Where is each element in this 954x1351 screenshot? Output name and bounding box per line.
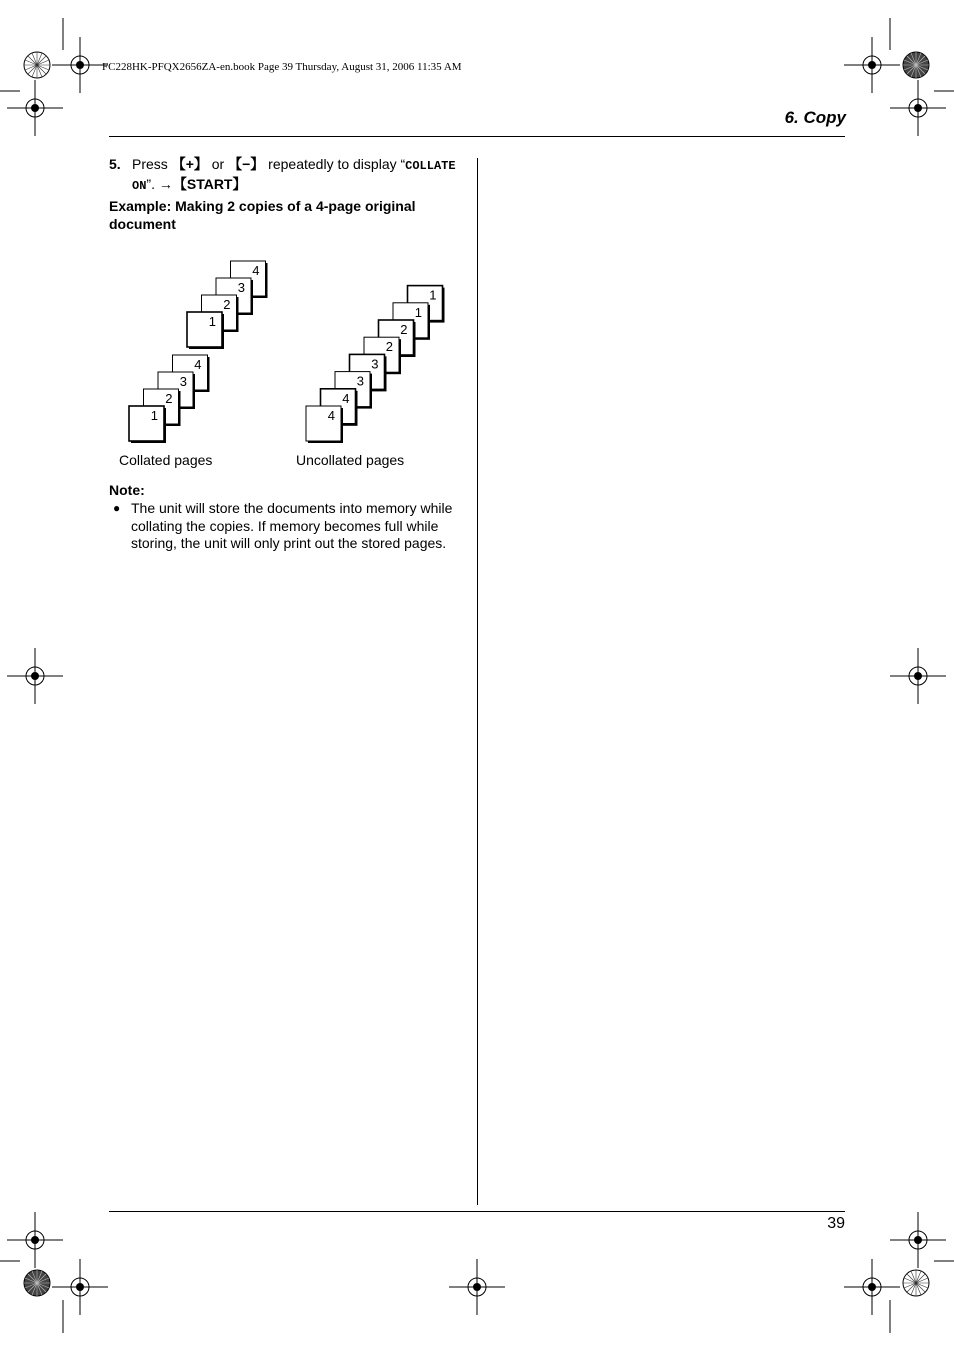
page-number: 39 bbox=[827, 1215, 845, 1232]
uncollated-sheet bbox=[306, 406, 343, 443]
collated-page-label: 4 bbox=[252, 263, 260, 278]
collated-page-label: 3 bbox=[237, 280, 245, 295]
step-number: 5. bbox=[109, 156, 121, 172]
example-heading: Example: Making 2 copies of a 4-page original document bbox=[109, 198, 416, 232]
collated-caption: Collated pages bbox=[119, 452, 213, 468]
collated-page-label: 1 bbox=[208, 314, 216, 329]
note-text: The unit will store the documents into memory while collating the copies. If memory becomes full while storing, the unit will only print out the stored pages. bbox=[131, 500, 453, 551]
collated-page-label: 4 bbox=[194, 357, 202, 372]
collated-page-label: 2 bbox=[223, 297, 231, 312]
uncollated-page-label: 2 bbox=[385, 339, 393, 355]
minus-key: 【−】 bbox=[228, 156, 265, 172]
collated-page-label: 1 bbox=[150, 408, 158, 423]
footer-rule bbox=[109, 1211, 845, 1212]
note-item bbox=[109, 500, 467, 553]
step-5 bbox=[109, 155, 464, 195]
start-key: 【START】 bbox=[172, 176, 247, 192]
header-rule bbox=[109, 136, 845, 137]
plus-key: 【+】 bbox=[171, 156, 208, 172]
collated-page-label: 3 bbox=[179, 374, 187, 389]
column-divider bbox=[477, 158, 478, 1205]
uncollated-page-label: 4 bbox=[327, 408, 335, 423]
collated-sheet bbox=[187, 312, 224, 349]
section-title: 6. Copy bbox=[784, 108, 846, 127]
arrow-icon: → bbox=[158, 176, 173, 192]
display-text: COLLATE ON bbox=[132, 159, 456, 193]
bullet-icon: ● bbox=[113, 501, 121, 515]
uncollated-page-label: 1 bbox=[429, 287, 437, 303]
uncollated-page-label: 4 bbox=[342, 390, 350, 406]
collated-page-label: 2 bbox=[165, 391, 173, 406]
step-instruction: Press 【+】 or 【−】 repeatedly to display “COLLATE ON”. →【START】 bbox=[132, 156, 456, 193]
uncollated-caption: Uncollated pages bbox=[296, 452, 405, 468]
print-slug: FC228HK-PFQX2656ZA-en.book Page 39 Thursday, August 31, 2006 11:35 AM bbox=[102, 61, 462, 73]
uncollated-page-label: 3 bbox=[371, 356, 379, 372]
uncollated-page-label: 1 bbox=[414, 304, 422, 320]
note-label: Note: bbox=[109, 482, 145, 498]
uncollated-page-label: 2 bbox=[400, 322, 408, 337]
collated-sheet bbox=[129, 406, 166, 443]
collation-diagram bbox=[109, 250, 469, 460]
uncollated-page-label: 3 bbox=[356, 373, 364, 389]
